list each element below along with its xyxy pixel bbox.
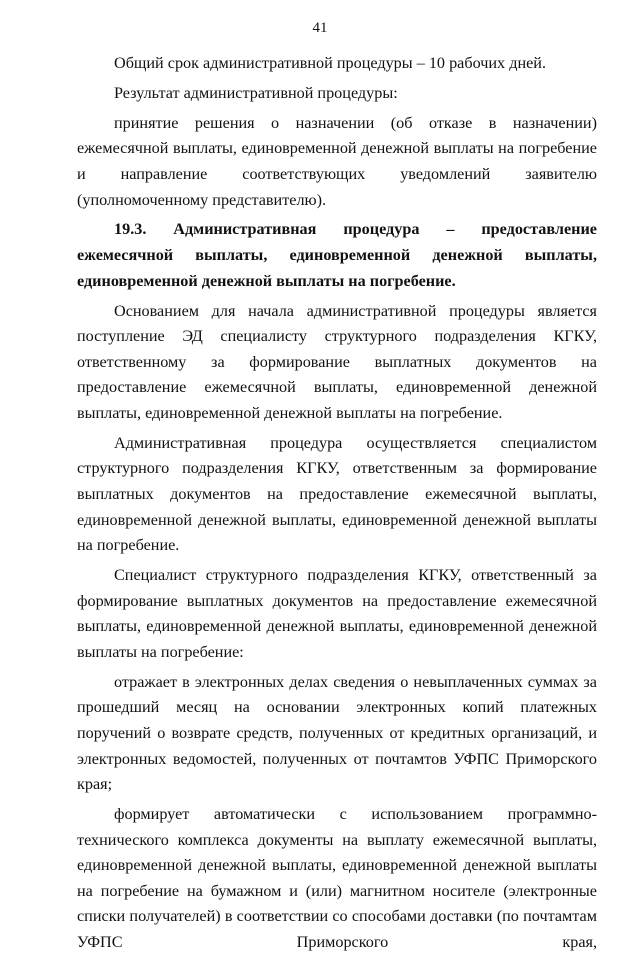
document-body: [77, 51, 597, 960]
procedure-result-heading: Результат административной процедуры:: [114, 83, 398, 102]
duty-unpaid-sums: отражает в электронных делах сведения о невыплаченных суммах за прошедший месяц на основании электронных копий платежных поручений о возврате средств, полученных от кредитных организаций, и электронных ведомостей, полученных от почтамтов УФПС Приморского края;: [77, 672, 597, 794]
duty-payment-documents: формирует автоматически с использованием программно-технического комплекса документы на выплату ежемесячной выплаты, единовременной денежной выплаты, единовременной денежной выплаты на погребение на бумажном и (или) магнитном носителе (электронные списки получателей) в соответствии со способами доставки (по почтамтам УФПС Приморского края,: [77, 805, 597, 951]
section-heading: 19.3. Административная процедура – предоставление ежемесячной выплаты, единовременной денежной выплаты, единовременной денежной выплаты на погребение.: [77, 220, 597, 290]
procedure-basis-paragraph: Основанием для начала административной процедуры является поступление ЭД специалисту структурного подразделения КГКУ, ответственному за формирование выплатных документов на предоставление ежемесячной выплаты, единовременной денежной выплаты, единовременной денежной выплаты на погребение.: [77, 301, 597, 422]
procedure-executor-paragraph: Административная процедура осуществляется специалистом структурного подразделения КГКУ, ответственным за формирование выплатных документов на предоставление ежемесячной выплаты, единовременной денежной выплаты, единовременной денежной выплаты на погребение.: [77, 433, 597, 555]
decision-paragraph: принятие решения о назначении (об отказе в назначении) ежемесячной выплаты, единовременной денежной выплаты на погребение и направление соответствующих уведомлений заявителю (уполномоченному представителю).: [77, 113, 597, 209]
page-number: 41: [312, 20, 328, 36]
specialist-duties-intro: Специалист структурного подразделения КГКУ, ответственный за формирование выплатных документов на предоставление ежемесячной выплаты, единовременной денежной выплаты, единовременной денежной выплаты на погребение:: [77, 566, 597, 661]
procedure-duration-paragraph: Общий срок административной процедуры – 10 рабочих дней.: [114, 54, 546, 72]
